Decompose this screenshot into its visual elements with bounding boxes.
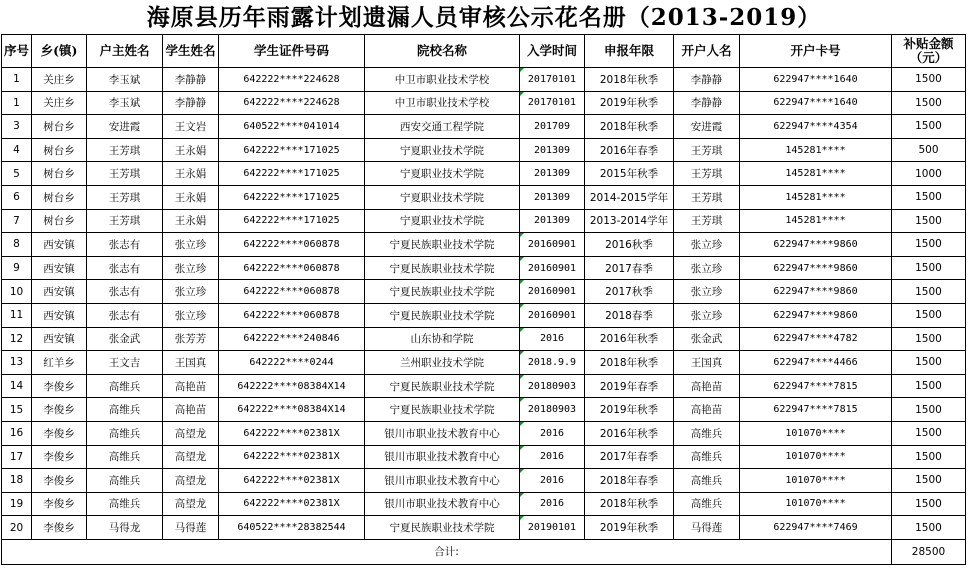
header-student[interactable]: 学生姓名 xyxy=(163,35,219,68)
cell-account-no[interactable]: 101070**** xyxy=(740,421,892,445)
cell-student-id[interactable]: 642222****171025 xyxy=(219,162,365,186)
cell-seq[interactable]: 6 xyxy=(2,185,32,209)
cell-account-holder[interactable]: 张立珍 xyxy=(674,233,740,257)
cell-period[interactable]: 2017年春季 xyxy=(585,445,674,469)
cell-enroll[interactable]: 2016 xyxy=(520,445,585,469)
cell-subsidy[interactable]: 1500 xyxy=(892,115,966,139)
cell-householder[interactable]: 张志有 xyxy=(87,256,163,280)
cell-town[interactable]: 红羊乡 xyxy=(32,351,87,375)
cell-account-no[interactable]: 622947****1640 xyxy=(740,91,892,115)
cell-enroll[interactable]: 201709 xyxy=(520,115,585,139)
table-row xyxy=(2,162,966,186)
header-subsidy[interactable]: 补贴金额（元） xyxy=(892,35,966,68)
table-row xyxy=(2,91,966,115)
cell-seq[interactable]: 1 xyxy=(2,68,32,92)
cell-account-holder[interactable]: 李静静 xyxy=(674,91,740,115)
cell-seq[interactable]: 13 xyxy=(2,351,32,375)
cell-student[interactable]: 高望龙 xyxy=(163,421,219,445)
cell-student-id[interactable]: 642222****240846 xyxy=(219,327,365,351)
cell-student[interactable]: 王国真 xyxy=(163,351,219,375)
cell-seq[interactable]: 5 xyxy=(2,162,32,186)
cell-seq[interactable]: 17 xyxy=(2,445,32,469)
cell-town[interactable]: 李俊乡 xyxy=(32,445,87,469)
cell-school[interactable]: 中卫市职业技术学校 xyxy=(365,68,520,92)
cell-seq[interactable]: 1 xyxy=(2,91,32,115)
cell-householder[interactable]: 王文吉 xyxy=(87,351,163,375)
table-row xyxy=(2,516,966,540)
cell-town[interactable]: 树台乡 xyxy=(32,162,87,186)
cell-householder[interactable]: 高维兵 xyxy=(87,374,163,398)
cell-account-holder[interactable]: 王芳琪 xyxy=(674,185,740,209)
cell-householder[interactable]: 高维兵 xyxy=(87,469,163,493)
cell-student-id[interactable]: 642222****060878 xyxy=(219,303,365,327)
cell-period[interactable]: 2018年秋季 xyxy=(585,115,674,139)
cell-subsidy[interactable]: 1500 xyxy=(892,303,966,327)
cell-school[interactable]: 银川市职业技术教育中心 xyxy=(365,445,520,469)
cell-subsidy[interactable]: 1500 xyxy=(892,256,966,280)
cell-school[interactable]: 中卫市职业技术学校 xyxy=(365,91,520,115)
table-row xyxy=(2,492,966,516)
cell-period[interactable]: 2015年秋季 xyxy=(585,162,674,186)
cell-seq[interactable]: 18 xyxy=(2,469,32,493)
cell-householder[interactable]: 高维兵 xyxy=(87,421,163,445)
cell-town[interactable]: 树台乡 xyxy=(32,138,87,162)
cell-town[interactable]: 西安镇 xyxy=(32,303,87,327)
cell-student[interactable]: 张立珍 xyxy=(163,256,219,280)
cell-seq[interactable]: 19 xyxy=(2,492,32,516)
cell-account-holder[interactable]: 高维兵 xyxy=(674,469,740,493)
cell-enroll[interactable]: 2016 xyxy=(520,327,585,351)
cell-student[interactable]: 李静静 xyxy=(163,91,219,115)
cell-account-holder[interactable]: 李静静 xyxy=(674,68,740,92)
cell-subsidy[interactable]: 1500 xyxy=(892,374,966,398)
cell-account-holder[interactable]: 高维兵 xyxy=(674,445,740,469)
cell-account-no[interactable]: 622947****4466 xyxy=(740,351,892,375)
cell-account-no[interactable]: 622947****9860 xyxy=(740,233,892,257)
cell-period[interactable]: 2016年秋季 xyxy=(585,327,674,351)
cell-school[interactable]: 山东协和学院 xyxy=(365,327,520,351)
table-row xyxy=(2,209,966,233)
cell-period[interactable]: 2018春季 xyxy=(585,303,674,327)
cell-householder[interactable]: 张志有 xyxy=(87,280,163,304)
cell-account-holder[interactable]: 王芳琪 xyxy=(674,209,740,233)
cell-account-no[interactable]: 622947****4782 xyxy=(740,327,892,351)
cell-school[interactable]: 银川市职业技术教育中心 xyxy=(365,469,520,493)
cell-student[interactable]: 高望龙 xyxy=(163,445,219,469)
cell-account-holder[interactable]: 高艳苗 xyxy=(674,374,740,398)
cell-seq[interactable]: 12 xyxy=(2,327,32,351)
cell-account-holder[interactable]: 马得莲 xyxy=(674,516,740,540)
cell-town[interactable]: 树台乡 xyxy=(32,185,87,209)
cell-school[interactable]: 银川市职业技术教育中心 xyxy=(365,492,520,516)
table-row xyxy=(2,280,966,304)
cell-period[interactable]: 2019年秋季 xyxy=(585,398,674,422)
cell-seq[interactable]: 4 xyxy=(2,138,32,162)
table-row xyxy=(2,68,966,92)
cell-student-id[interactable]: 642222****171025 xyxy=(219,209,365,233)
cell-account-no[interactable]: 622947****7815 xyxy=(740,374,892,398)
cell-account-holder[interactable]: 安进霞 xyxy=(674,115,740,139)
header-school[interactable]: 院校名称 xyxy=(365,35,520,68)
cell-account-no[interactable]: 622947****9860 xyxy=(740,303,892,327)
cell-subsidy[interactable]: 1500 xyxy=(892,445,966,469)
cell-town[interactable]: 西安镇 xyxy=(32,327,87,351)
cell-subsidy[interactable]: 1500 xyxy=(892,280,966,304)
cell-account-holder[interactable]: 张立珍 xyxy=(674,280,740,304)
header-account-holder[interactable]: 开户人名 xyxy=(674,35,740,68)
cell-period[interactable]: 2017春季 xyxy=(585,256,674,280)
cell-seq[interactable]: 14 xyxy=(2,374,32,398)
cell-student[interactable]: 张立珍 xyxy=(163,280,219,304)
header-period[interactable]: 申报年限 xyxy=(585,35,674,68)
cell-subsidy[interactable]: 1500 xyxy=(892,209,966,233)
cell-enroll[interactable]: 20160901 xyxy=(520,303,585,327)
cell-seq[interactable]: 9 xyxy=(2,256,32,280)
cell-town[interactable]: 西安镇 xyxy=(32,280,87,304)
cell-period[interactable]: 2014-2015学年 xyxy=(585,185,674,209)
cell-seq[interactable]: 16 xyxy=(2,421,32,445)
cell-school[interactable]: 宁夏职业技术学院 xyxy=(365,209,520,233)
cell-student-id[interactable]: 642222****060878 xyxy=(219,256,365,280)
header-householder[interactable]: 户主姓名 xyxy=(87,35,163,68)
cell-student-id[interactable]: 642222****0244 xyxy=(219,351,365,375)
cell-account-no[interactable]: 622947****9860 xyxy=(740,256,892,280)
total-row xyxy=(2,539,966,564)
cell-student[interactable]: 马得莲 xyxy=(163,516,219,540)
cell-period[interactable]: 2019年秋季 xyxy=(585,516,674,540)
table-row xyxy=(2,256,966,280)
cell-account-holder[interactable]: 高维兵 xyxy=(674,421,740,445)
cell-seq[interactable]: 7 xyxy=(2,209,32,233)
cell-account-no[interactable]: 101070**** xyxy=(740,492,892,516)
table-row xyxy=(2,185,966,209)
cell-householder[interactable]: 王芳琪 xyxy=(87,185,163,209)
cell-school[interactable]: 宁夏职业技术学院 xyxy=(365,185,520,209)
cell-enroll[interactable]: 201309 xyxy=(520,138,585,162)
cell-town[interactable]: 李俊乡 xyxy=(32,398,87,422)
cell-period[interactable]: 2016年春季 xyxy=(585,138,674,162)
cell-student-id[interactable]: 642222****02381X xyxy=(219,445,365,469)
cell-account-holder[interactable]: 王芳琪 xyxy=(674,162,740,186)
cell-account-no[interactable]: 622947****1640 xyxy=(740,68,892,92)
cell-student-id[interactable]: 642222****060878 xyxy=(219,280,365,304)
table-row xyxy=(2,445,966,469)
cell-account-no[interactable]: 145281**** xyxy=(740,162,892,186)
cell-account-no[interactable]: 622947****7469 xyxy=(740,516,892,540)
table-row xyxy=(2,327,966,351)
header-seq[interactable]: 序号 xyxy=(2,35,32,68)
cell-seq[interactable]: 20 xyxy=(2,516,32,540)
cell-school[interactable]: 西安交通工程学院 xyxy=(365,115,520,139)
table-body xyxy=(2,68,966,540)
cell-householder[interactable]: 高维兵 xyxy=(87,398,163,422)
cell-account-no[interactable]: 622947****9860 xyxy=(740,280,892,304)
cell-town[interactable]: 李俊乡 xyxy=(32,492,87,516)
cell-period[interactable]: 2018年秋季 xyxy=(585,492,674,516)
cell-account-holder[interactable]: 高艳苗 xyxy=(674,398,740,422)
cell-householder[interactable]: 安进霞 xyxy=(87,115,163,139)
cell-student-id[interactable]: 642222****171025 xyxy=(219,138,365,162)
cell-subsidy[interactable]: 1500 xyxy=(892,351,966,375)
table-row xyxy=(2,421,966,445)
cell-subsidy[interactable]: 1000 xyxy=(892,162,966,186)
table-row xyxy=(2,374,966,398)
cell-student[interactable]: 王永娟 xyxy=(163,185,219,209)
cell-enroll[interactable]: 201309 xyxy=(520,209,585,233)
cell-subsidy[interactable]: 1500 xyxy=(892,492,966,516)
cell-enroll[interactable]: 2018.9.9 xyxy=(520,351,585,375)
cell-school[interactable]: 宁夏民族职业技术学院 xyxy=(365,303,520,327)
cell-householder[interactable]: 高维兵 xyxy=(87,445,163,469)
cell-school[interactable]: 宁夏民族职业技术学院 xyxy=(365,374,520,398)
cell-period[interactable]: 2016年秋季 xyxy=(585,421,674,445)
cell-school[interactable]: 宁夏职业技术学院 xyxy=(365,138,520,162)
cell-enroll[interactable]: 2016 xyxy=(520,492,585,516)
header-row xyxy=(2,35,966,68)
cell-householder[interactable]: 王芳琪 xyxy=(87,209,163,233)
cell-school[interactable]: 宁夏民族职业技术学院 xyxy=(365,280,520,304)
cell-period[interactable]: 2018年秋季 xyxy=(585,68,674,92)
cell-subsidy[interactable]: 1500 xyxy=(892,91,966,115)
cell-subsidy[interactable]: 1500 xyxy=(892,398,966,422)
cell-account-no[interactable]: 145281**** xyxy=(740,138,892,162)
cell-seq[interactable]: 3 xyxy=(2,115,32,139)
cell-enroll[interactable]: 20190101 xyxy=(520,516,585,540)
cell-school[interactable]: 兰州职业技术学院 xyxy=(365,351,520,375)
cell-school[interactable]: 宁夏民族职业技术学院 xyxy=(365,256,520,280)
cell-student-id[interactable]: 642222****224628 xyxy=(219,91,365,115)
header-student-id[interactable]: 学生证件号码 xyxy=(219,35,365,68)
cell-period[interactable]: 2018年秋季 xyxy=(585,351,674,375)
total-label[interactable]: 合计: xyxy=(2,539,892,564)
cell-school[interactable]: 宁夏民族职业技术学院 xyxy=(365,516,520,540)
table-row xyxy=(2,138,966,162)
table-row xyxy=(2,469,966,493)
cell-enroll[interactable]: 20160901 xyxy=(520,256,585,280)
cell-student-id[interactable]: 642222****060878 xyxy=(219,233,365,257)
cell-account-no[interactable]: 622947****7815 xyxy=(740,398,892,422)
cell-account-holder[interactable]: 张立珍 xyxy=(674,303,740,327)
cell-account-no[interactable]: 101070**** xyxy=(740,469,892,493)
cell-account-holder[interactable]: 王芳琪 xyxy=(674,138,740,162)
cell-school[interactable]: 银川市职业技术教育中心 xyxy=(365,421,520,445)
cell-enroll[interactable]: 201309 xyxy=(520,185,585,209)
cell-account-holder[interactable]: 王国真 xyxy=(674,351,740,375)
cell-student-id[interactable]: 642222****02381X xyxy=(219,492,365,516)
cell-student-id[interactable]: 640522****041014 xyxy=(219,115,365,139)
cell-student-id[interactable]: 642222****08384X14 xyxy=(219,374,365,398)
cell-householder[interactable]: 张志有 xyxy=(87,303,163,327)
cell-subsidy[interactable]: 1500 xyxy=(892,327,966,351)
cell-period[interactable]: 2013-2014学年 xyxy=(585,209,674,233)
cell-town[interactable]: 树台乡 xyxy=(32,209,87,233)
cell-enroll[interactable]: 20160901 xyxy=(520,280,585,304)
cell-student[interactable]: 王永娟 xyxy=(163,209,219,233)
cell-period[interactable]: 2019年春季 xyxy=(585,374,674,398)
cell-account-holder[interactable]: 张金武 xyxy=(674,327,740,351)
table-row xyxy=(2,398,966,422)
cell-enroll[interactable]: 20170101 xyxy=(520,91,585,115)
cell-enroll[interactable]: 20170101 xyxy=(520,68,585,92)
cell-account-holder[interactable]: 高维兵 xyxy=(674,492,740,516)
cell-town[interactable]: 李俊乡 xyxy=(32,374,87,398)
cell-enroll[interactable]: 20180903 xyxy=(520,398,585,422)
cell-enroll[interactable]: 2016 xyxy=(520,421,585,445)
cell-student[interactable]: 高望龙 xyxy=(163,492,219,516)
cell-seq[interactable]: 10 xyxy=(2,280,32,304)
cell-student[interactable]: 张芳芳 xyxy=(163,327,219,351)
roster-table xyxy=(1,34,966,565)
cell-student[interactable]: 王永娟 xyxy=(163,162,219,186)
header-enroll[interactable]: 入学时间 xyxy=(520,35,585,68)
total-value[interactable]: 28500 xyxy=(892,539,966,564)
cell-student-id[interactable]: 642222****171025 xyxy=(219,185,365,209)
cell-period[interactable]: 2016秋季 xyxy=(585,233,674,257)
cell-town[interactable]: 李俊乡 xyxy=(32,516,87,540)
cell-student[interactable]: 李静静 xyxy=(163,68,219,92)
cell-account-holder[interactable]: 张立珍 xyxy=(674,256,740,280)
cell-student-id[interactable]: 642222****02381X xyxy=(219,469,365,493)
cell-subsidy[interactable]: 500 xyxy=(892,138,966,162)
cell-school[interactable]: 宁夏民族职业技术学院 xyxy=(365,233,520,257)
cell-student-id[interactable]: 642222****02381X xyxy=(219,421,365,445)
cell-enroll[interactable]: 201309 xyxy=(520,162,585,186)
cell-account-no[interactable]: 145281**** xyxy=(740,185,892,209)
cell-town[interactable]: 李俊乡 xyxy=(32,421,87,445)
cell-account-no[interactable]: 622947****4354 xyxy=(740,115,892,139)
page-title: 海原县历年雨露计划遗漏人员审核公示花名册（2013-2019） xyxy=(146,4,822,31)
cell-subsidy[interactable]: 1500 xyxy=(892,516,966,540)
header-town[interactable]: 乡(镇) xyxy=(32,35,87,68)
cell-enroll[interactable]: 2016 xyxy=(520,469,585,493)
cell-period[interactable]: 2019年秋季 xyxy=(585,91,674,115)
cell-enroll[interactable]: 20180903 xyxy=(520,374,585,398)
table-row xyxy=(2,115,966,139)
cell-student[interactable]: 高望龙 xyxy=(163,469,219,493)
cell-subsidy[interactable]: 1500 xyxy=(892,68,966,92)
cell-householder[interactable]: 李玉斌 xyxy=(87,68,163,92)
cell-student[interactable]: 高艳苗 xyxy=(163,398,219,422)
cell-enroll[interactable]: 20160901 xyxy=(520,233,585,257)
cell-period[interactable]: 2017秋季 xyxy=(585,280,674,304)
cell-seq[interactable]: 8 xyxy=(2,233,32,257)
cell-subsidy[interactable]: 1500 xyxy=(892,233,966,257)
cell-householder[interactable]: 王芳琪 xyxy=(87,138,163,162)
header-account-no[interactable]: 开户卡号 xyxy=(740,35,892,68)
cell-town[interactable]: 李俊乡 xyxy=(32,469,87,493)
cell-subsidy[interactable]: 1500 xyxy=(892,469,966,493)
cell-student[interactable]: 王永娟 xyxy=(163,138,219,162)
cell-town[interactable]: 关庄乡 xyxy=(32,68,87,92)
cell-householder[interactable]: 王芳琪 xyxy=(87,162,163,186)
cell-period[interactable]: 2018年春季 xyxy=(585,469,674,493)
cell-student-id[interactable]: 642222****224628 xyxy=(219,68,365,92)
cell-account-no[interactable]: 145281**** xyxy=(740,209,892,233)
cell-town[interactable]: 树台乡 xyxy=(32,115,87,139)
cell-student[interactable]: 张立珍 xyxy=(163,303,219,327)
cell-town[interactable]: 西安镇 xyxy=(32,256,87,280)
cell-town[interactable]: 关庄乡 xyxy=(32,91,87,115)
table-row xyxy=(2,351,966,375)
cell-account-no[interactable]: 101070**** xyxy=(740,445,892,469)
table-row xyxy=(2,303,966,327)
cell-subsidy[interactable]: 1500 xyxy=(892,185,966,209)
cell-householder[interactable]: 张金武 xyxy=(87,327,163,351)
cell-householder[interactable]: 高维兵 xyxy=(87,492,163,516)
cell-seq[interactable]: 11 xyxy=(2,303,32,327)
cell-student[interactable]: 王文岩 xyxy=(163,115,219,139)
cell-householder[interactable]: 张志有 xyxy=(87,233,163,257)
cell-student[interactable]: 张立珍 xyxy=(163,233,219,257)
cell-seq[interactable]: 15 xyxy=(2,398,32,422)
cell-town[interactable]: 西安镇 xyxy=(32,233,87,257)
cell-school[interactable]: 宁夏职业技术学院 xyxy=(365,162,520,186)
cell-householder[interactable]: 马得龙 xyxy=(87,516,163,540)
cell-householder[interactable]: 李玉斌 xyxy=(87,91,163,115)
cell-student[interactable]: 高艳苗 xyxy=(163,374,219,398)
cell-student-id[interactable]: 640522****28382544 xyxy=(219,516,365,540)
cell-subsidy[interactable]: 1500 xyxy=(892,421,966,445)
cell-school[interactable]: 宁夏民族职业技术学院 xyxy=(365,398,520,422)
table-row xyxy=(2,233,966,257)
cell-student-id[interactable]: 642222****08384X14 xyxy=(219,398,365,422)
